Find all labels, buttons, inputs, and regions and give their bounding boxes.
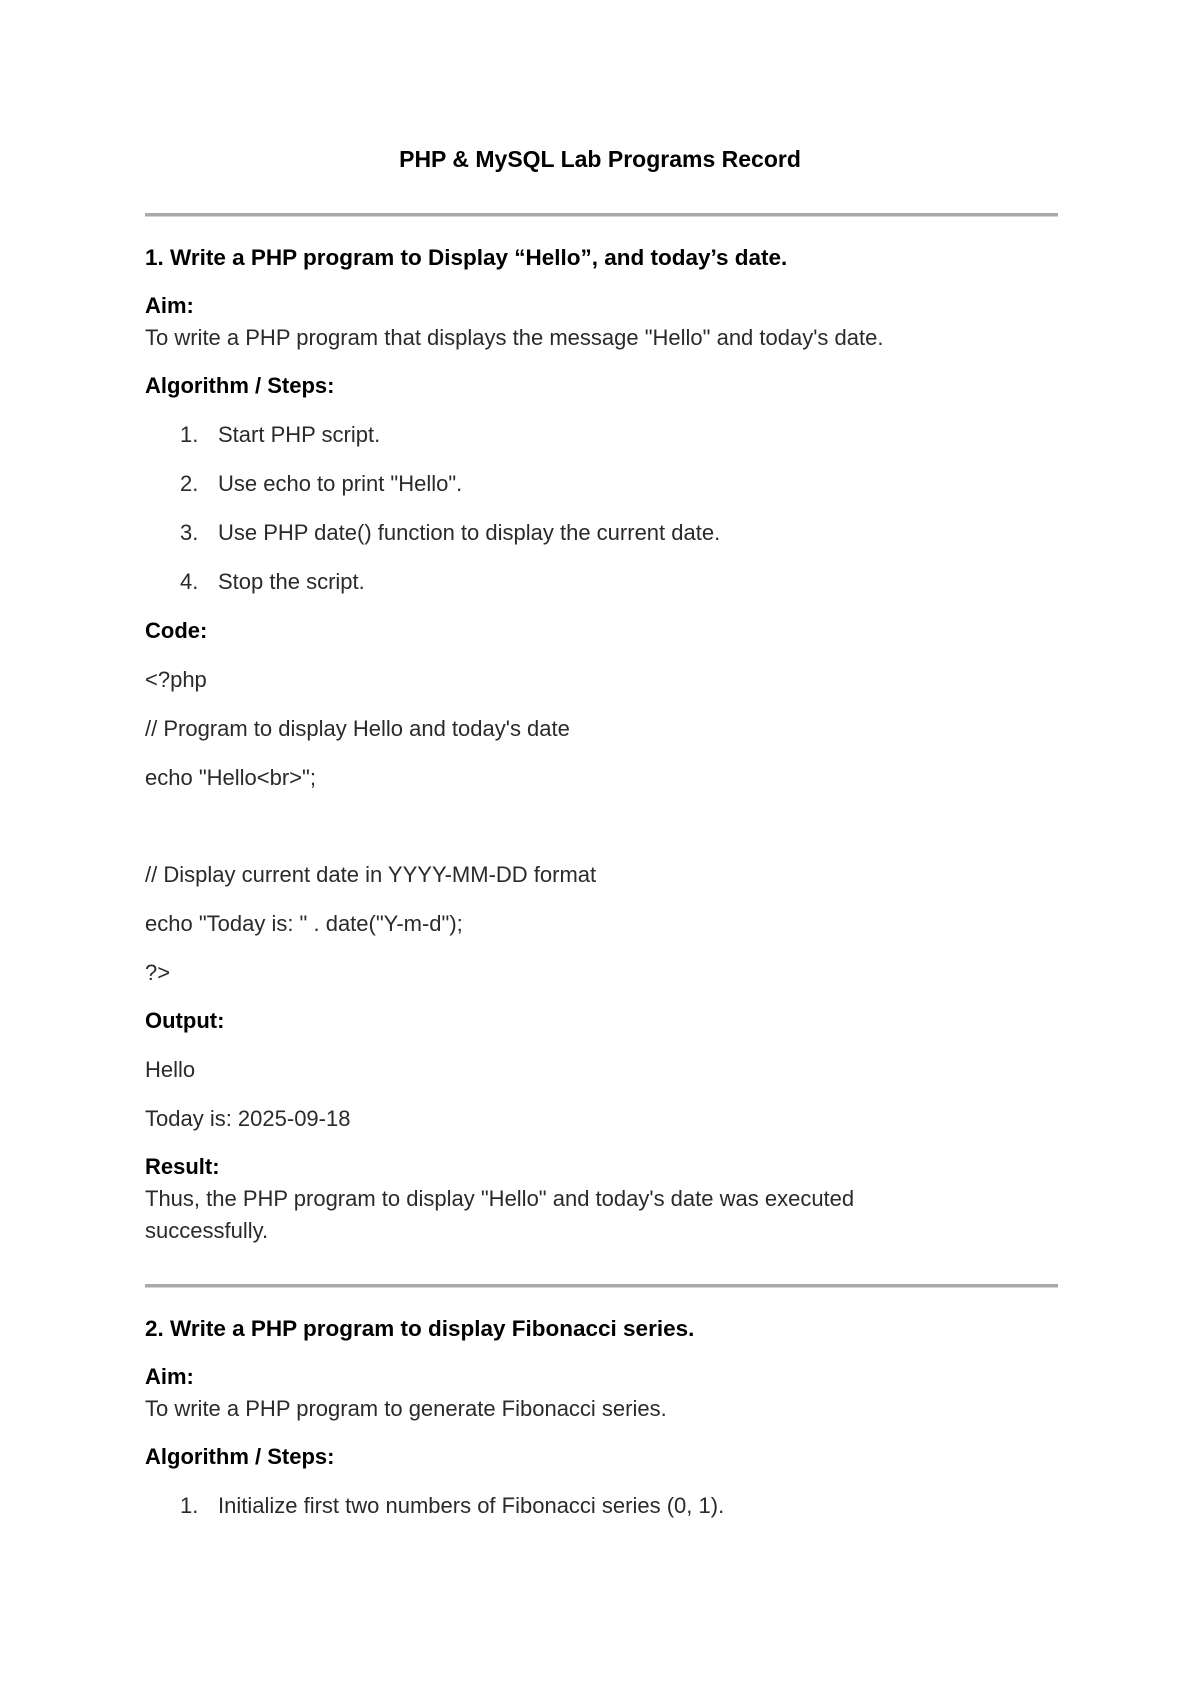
code-line: // Display current date in YYYY-MM-DD format [145, 862, 597, 887]
program-1-step-text: Use PHP date() function to display the current date. [218, 520, 721, 545]
code-line: <?php [145, 667, 207, 692]
output-line: Hello [145, 1057, 196, 1082]
program-1-code-label: Code: [145, 618, 208, 643]
program-1-output-label: Output: [145, 1008, 225, 1033]
program-1-step-number: 3. [180, 520, 199, 545]
section-divider [145, 1284, 1058, 1288]
program-2-step-number: 1. [180, 1493, 199, 1518]
program-2-heading: 2. Write a PHP program to display Fibonacci series. [145, 1316, 695, 1341]
program-1-step-number: 1. [180, 422, 199, 447]
program-1-result-label: Result: [145, 1154, 220, 1179]
code-line: // Program to display Hello and today's date [145, 716, 570, 741]
program-1-step-text: Use echo to print "Hello". [218, 471, 463, 496]
program-1-aim-label: Aim: [145, 293, 194, 318]
section-divider [145, 213, 1058, 217]
program-1-algorithm-label: Algorithm / Steps: [145, 373, 335, 398]
program-2-step-text: Initialize first two numbers of Fibonacci series (0, 1). [218, 1493, 725, 1518]
code-line: echo "Hello<br>"; [145, 765, 316, 790]
program-1-step-text: Stop the script. [218, 569, 365, 594]
code-line: echo "Today is: " . date("Y-m-d"); [145, 911, 463, 936]
program-2-aim-text: To write a PHP program to generate Fibonacci series. [145, 1396, 667, 1421]
output-line: Today is: 2025-09-18 [145, 1106, 351, 1131]
program-2-aim-label: Aim: [145, 1364, 194, 1389]
code-line: ?> [145, 960, 171, 985]
program-1-heading: 1. Write a PHP program to Display “Hello”, and today’s date. [145, 245, 788, 270]
page-title: PHP & MySQL Lab Programs Record [399, 146, 801, 172]
program-1-step-number: 2. [180, 471, 199, 496]
program-1-step-number: 4. [180, 569, 199, 594]
program-2-algorithm-label: Algorithm / Steps: [145, 1444, 335, 1469]
result-line: Thus, the PHP program to display "Hello" and today's date was executed [145, 1186, 855, 1211]
program-1-step-text: Start PHP script. [218, 422, 381, 447]
program-1-aim-text: To write a PHP program that displays the message "Hello" and today's date. [145, 325, 884, 350]
result-line: successfully. [145, 1218, 269, 1243]
